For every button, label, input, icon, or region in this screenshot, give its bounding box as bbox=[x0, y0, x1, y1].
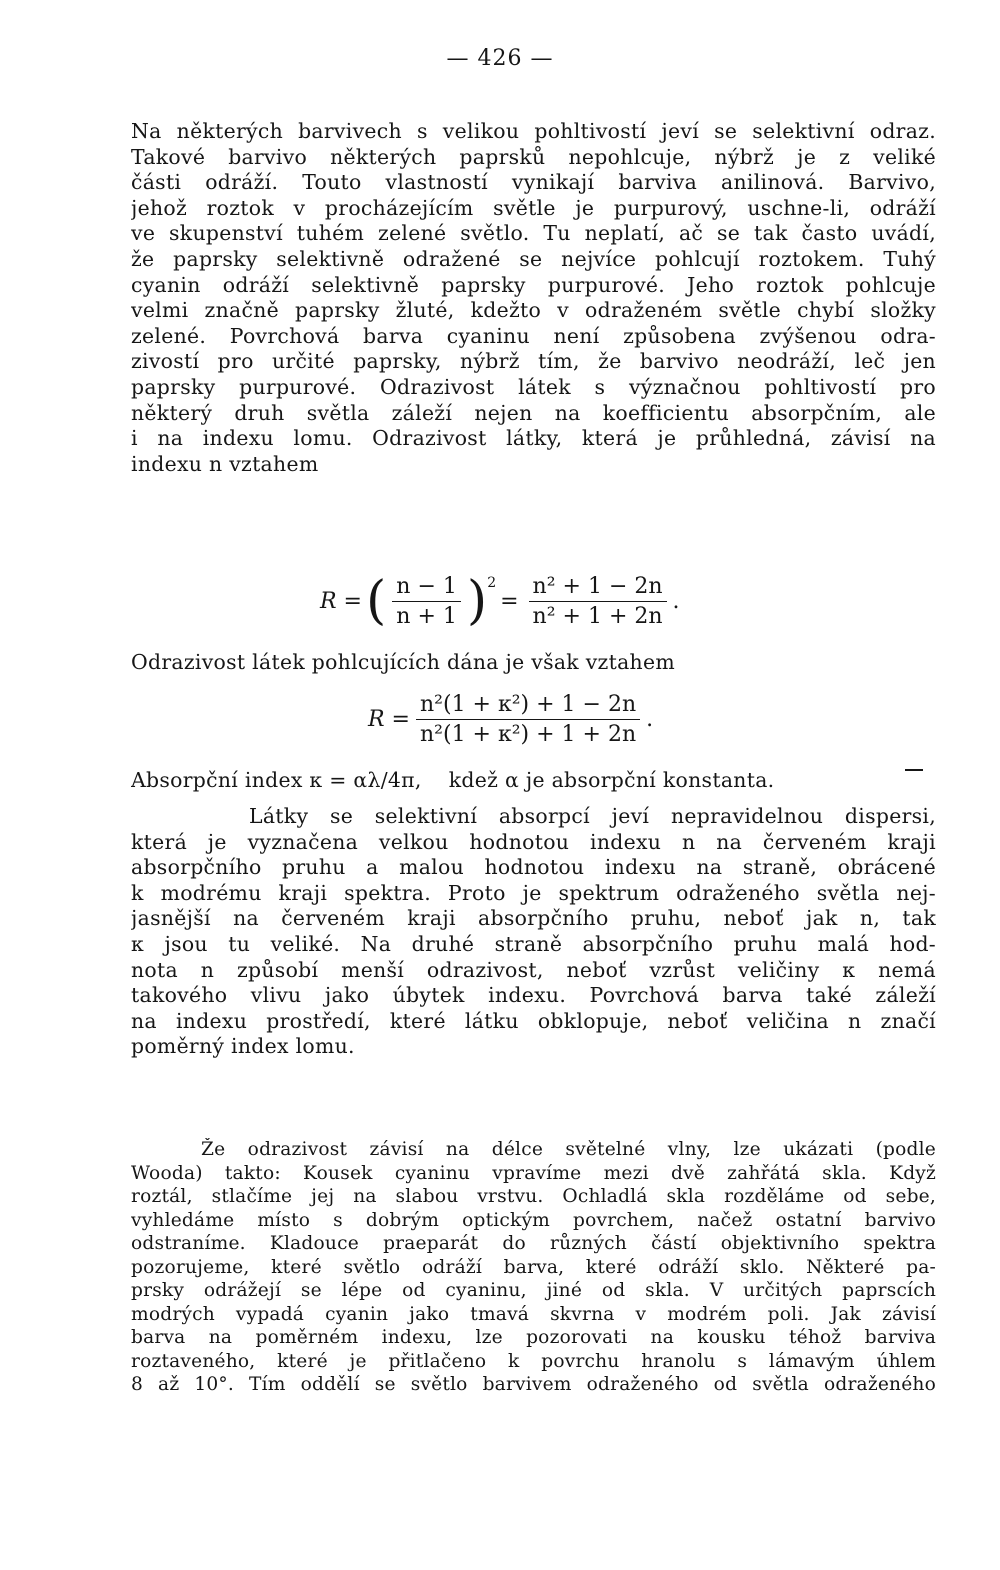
text-line: že paprsky selektivně odražené se nejvíce pohlcují roztokem. Tuhý bbox=[131, 246, 936, 271]
text-line: ve skupenství tuhém zelené světlo. Tu neplatí, ač se tak často uvádí, bbox=[131, 221, 936, 246]
printed-mark bbox=[905, 769, 923, 771]
text-line: Odrazivost látek pohlcujících dána je však vztahem bbox=[131, 650, 675, 674]
equation-lhs: R = bbox=[320, 588, 362, 614]
left-paren: ( bbox=[366, 571, 387, 631]
text-line: barva na poměrném indexu, lze pozorovati na kousku téhož barviva bbox=[131, 1327, 936, 1348]
numerator: n² + 1 − 2n bbox=[529, 574, 667, 602]
text-line: i na indexu lomu. Odrazivost látky, která je průhledná, závisí na bbox=[131, 426, 936, 451]
text-line: jehož roztok v procházejícím světle je purpurový, uschne-li, odráží bbox=[131, 195, 936, 220]
text-line: κ jsou tu veliké. Na druhé straně absorpčního pruhu malá hod- bbox=[131, 931, 936, 956]
numerator: n − 1 bbox=[392, 574, 461, 602]
text-line: jasnější na červeném kraji absorpčního pruhu, neboť jak n, tak bbox=[131, 906, 936, 931]
text-line: Látky se selektivní absorpcí jeví nepravidelnou dispersi, bbox=[249, 804, 936, 828]
text-line: paprsky purpurové. Odrazivost látek s význačnou pohltivostí pro bbox=[131, 374, 936, 399]
text-line: Na některých barvivech s velikou pohltivostí jeví se selektivní odraz. bbox=[131, 119, 936, 143]
exponent: 2 bbox=[487, 575, 497, 591]
numerator: n²(1 + κ²) + 1 − 2n bbox=[416, 692, 640, 720]
text-line: zivostí pro určité paprsky, nýbrž tím, že barvivo neodráží, leč jen bbox=[131, 349, 936, 374]
text-line: Wooda) takto: Kousek cyaninu vpravíme mezi dvě zahřátá skla. Když bbox=[131, 1162, 936, 1184]
text-line: Absorpční index κ = αλ/4π, kdež α je absorpční konstanta. bbox=[131, 768, 775, 792]
text-line: Takové barvivo některých paprsků nepohlcuje, nýbrž je z veliké bbox=[131, 144, 936, 169]
text-line: indexu n vztahem bbox=[131, 451, 319, 476]
page-number: — 426 — bbox=[446, 46, 554, 71]
equals-sign: = bbox=[500, 588, 519, 614]
text-line: modrých vypadá cyanin jako tmavá skvrna v modrém poli. Jak závisí bbox=[131, 1303, 936, 1325]
text-line: absorpčního pruhu a malou hodnotou indexu na straně, obrácené bbox=[131, 855, 936, 880]
text-line: cyanin odráží selektivně paprsky purpurové. Jeho roztok pohlcuje bbox=[131, 272, 936, 297]
text-line: Že odrazivost závisí na délce světelné vlny, lze ukázati (podle bbox=[201, 1139, 936, 1160]
text-line: prsky odrážejí se lépe od cyaninu, jiné od skla. V určitých paprscích bbox=[131, 1280, 936, 1301]
paragraph-between-equations bbox=[131, 650, 936, 676]
paragraph-anomalous-dispersion bbox=[131, 804, 936, 1060]
text-line: takového vlivu jako úbytek indexu. Povrchová barva také záleží bbox=[131, 983, 936, 1008]
text-line: pozorujeme, které světlo odráží barva, které odráží sklo. Některé pa- bbox=[131, 1256, 936, 1278]
text-line: nota n způsobí menší odrazivost, neboť vzrůst veličiny κ nemá bbox=[131, 957, 936, 982]
text-line: odstraníme. Kladouce praeparát do různých částí objektivního spektra bbox=[131, 1233, 936, 1254]
equation-end: . bbox=[672, 588, 680, 614]
fraction-expanded bbox=[529, 574, 667, 629]
text-line: roztaveného, které je přitlačeno k povrchu hranolu s lámavým úhlem bbox=[131, 1350, 936, 1372]
denominator: n + 1 bbox=[396, 603, 457, 629]
equation-reflectivity-transparent bbox=[0, 566, 1000, 636]
equation-lhs: R = bbox=[368, 706, 410, 732]
text-line: velmi značně paprsky žluté, kdežto v odraženém světle chybí složky bbox=[131, 298, 936, 323]
right-paren: ) bbox=[466, 571, 488, 631]
absorption-index-line bbox=[131, 768, 936, 794]
equation-reflectivity-absorbing bbox=[0, 684, 1000, 754]
paragraph-wood-experiment bbox=[131, 1138, 936, 1397]
equation-end: . bbox=[646, 706, 654, 732]
text-line: vyhledáme místo s dobrým optickým povrchem, načež ostatní barvivo bbox=[131, 1209, 936, 1231]
text-line: některý druh světla záleží nejen na koefficientu absorpčním, ale bbox=[131, 400, 936, 425]
text-line: roztál, stlačíme jej na slabou vrstvu. Ochladlá skla rozděláme od sebe, bbox=[131, 1186, 936, 1207]
fraction-paren bbox=[392, 574, 461, 629]
text-line: k modrému kraji spektra. Proto je spektrum odraženého světla nej- bbox=[131, 880, 936, 905]
text-line: na indexu prostředí, které látku obklopuje, neboť veličina n značí bbox=[131, 1008, 936, 1033]
text-line: 8 až 10°. Tím oddělí se světlo barvivem odraženého od světla odraženého bbox=[131, 1374, 936, 1395]
fraction-absorbing bbox=[416, 692, 640, 747]
text-line: poměrný index lomu. bbox=[131, 1034, 355, 1059]
text-line: zelené. Povrchová barva cyaninu není způsobena zvýšenou odra- bbox=[131, 323, 936, 348]
denominator: n²(1 + κ²) + 1 + 2n bbox=[420, 721, 637, 747]
text-line: která je vyznačena velkou hodnotou indexu n na červeném kraji bbox=[131, 829, 936, 854]
paragraph-selective-reflection bbox=[131, 119, 936, 477]
denominator: n² + 1 + 2n bbox=[532, 603, 663, 629]
text-line: části odráží. Touto vlastností vynikají barviva anilinová. Barvivo, bbox=[131, 170, 936, 195]
